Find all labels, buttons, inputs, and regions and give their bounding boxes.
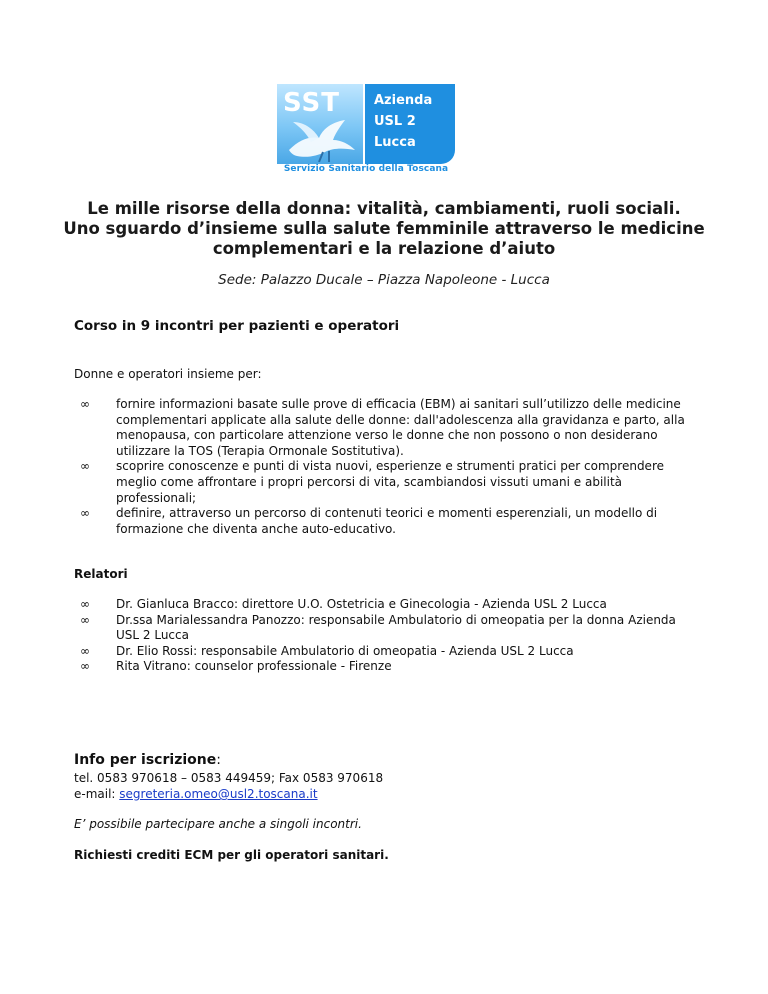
sst-logo xyxy=(277,84,455,176)
infinity-bullet-icon: ∞ xyxy=(80,597,90,611)
logo-org-line: USL 2 xyxy=(374,114,416,129)
infinity-bullet-icon: ∞ xyxy=(80,659,90,674)
logo-org-box xyxy=(365,84,455,164)
speaker-text: Rita Vitrano: counselor professionale - Firenze xyxy=(116,659,392,674)
title-line: complementari e la relazione d’aiuto xyxy=(212,239,556,258)
email-line xyxy=(74,786,383,802)
intro-text: Donne e operatori insieme per: xyxy=(74,367,262,381)
speaker-text: Dr.ssa Marialessandra Panozzo: responsabile Ambulatorio di omeopatia per la donna Azienda USL 2 Lucca xyxy=(116,612,676,643)
phone-line: tel. 0583 970618 – 0583 449459; Fax 0583 970618 xyxy=(74,771,384,785)
info-heading-colon: : xyxy=(216,752,221,768)
list-item xyxy=(74,506,694,537)
info-heading-text: Info per iscrizione xyxy=(74,752,217,768)
speakers-heading: Relatori xyxy=(74,567,128,581)
title-line: Le mille risorse della donna: vitalità, cambiamenti, ruoli sociali. xyxy=(87,199,681,218)
objective-text: definire, attraverso un percorso di contenuti teorici e momenti esperenziali, un modello di formazione che diventa anche auto-educativo. xyxy=(116,506,658,536)
title-line: Uno sguardo d’insieme sulla salute femminile attraverso le medicine xyxy=(63,219,705,238)
participation-note: E’ possibile partecipare anche a singoli incontri. xyxy=(74,817,362,831)
objective-text: fornire informazioni basate sulle prove di efficacia (EBM) ai sanitari sull’utilizzo delle medicine complementari applicate alla salute delle donne: dall'adolescenza alla gravidanza e parto, alla menopausa, con particolare attenzione verso le donne che non possono o non desiderano utilizzare la TOS (Terapia Ormonale Sostitutiva). xyxy=(116,397,685,458)
infinity-bullet-icon: ∞ xyxy=(80,612,90,627)
list-item xyxy=(74,644,694,660)
infinity-bullet-icon: ∞ xyxy=(80,506,90,521)
objective-text: scoprire conoscenze e punti di vista nuovi, esperienze e strumenti pratici per comprendere meglio come affrontare i propri percorsi di vita, scambiandosi vissuti umani e abilità professionali; xyxy=(116,459,664,505)
speaker-text: Dr. Elio Rossi: responsabile Ambulatorio di omeopatia - Azienda USL 2 Lucca xyxy=(116,643,574,658)
logo-org-line: Lucca xyxy=(374,135,416,150)
list-item xyxy=(74,459,694,506)
speakers-list xyxy=(74,597,694,675)
list-item xyxy=(74,613,694,644)
course-title: Corso in 9 incontri per pazienti e operatori xyxy=(74,318,400,334)
pegasus-icon xyxy=(283,114,359,162)
logo-caption: Servizio Sanitario della Toscana xyxy=(283,164,449,174)
email-label: e-mail: xyxy=(74,787,120,801)
document-title xyxy=(40,199,728,259)
logo-org-line: Azienda xyxy=(374,93,433,108)
objectives-list xyxy=(74,397,694,537)
list-item xyxy=(74,597,694,613)
speaker-text: Dr. Gianluca Bracco: direttore U.O. Ostetricia e Ginecologia - Azienda USL 2 Lucca xyxy=(116,597,607,611)
logo-emblem xyxy=(277,84,363,164)
list-item xyxy=(74,397,694,459)
list-item xyxy=(74,659,694,675)
ecm-note: Richiesti crediti ECM per gli operatori sanitari. xyxy=(74,848,389,862)
infinity-bullet-icon: ∞ xyxy=(80,459,90,474)
info-heading xyxy=(74,752,221,768)
logo-acronym: SST xyxy=(283,88,341,118)
infinity-bullet-icon: ∞ xyxy=(80,643,90,658)
infinity-bullet-icon: ∞ xyxy=(80,397,90,411)
venue-line: Sede: Palazzo Ducale – Piazza Napoleone - Lucca xyxy=(218,272,550,288)
contacts-block xyxy=(74,770,383,802)
email-link[interactable]: segreteria.omeo@usl2.toscana.it xyxy=(119,787,318,801)
